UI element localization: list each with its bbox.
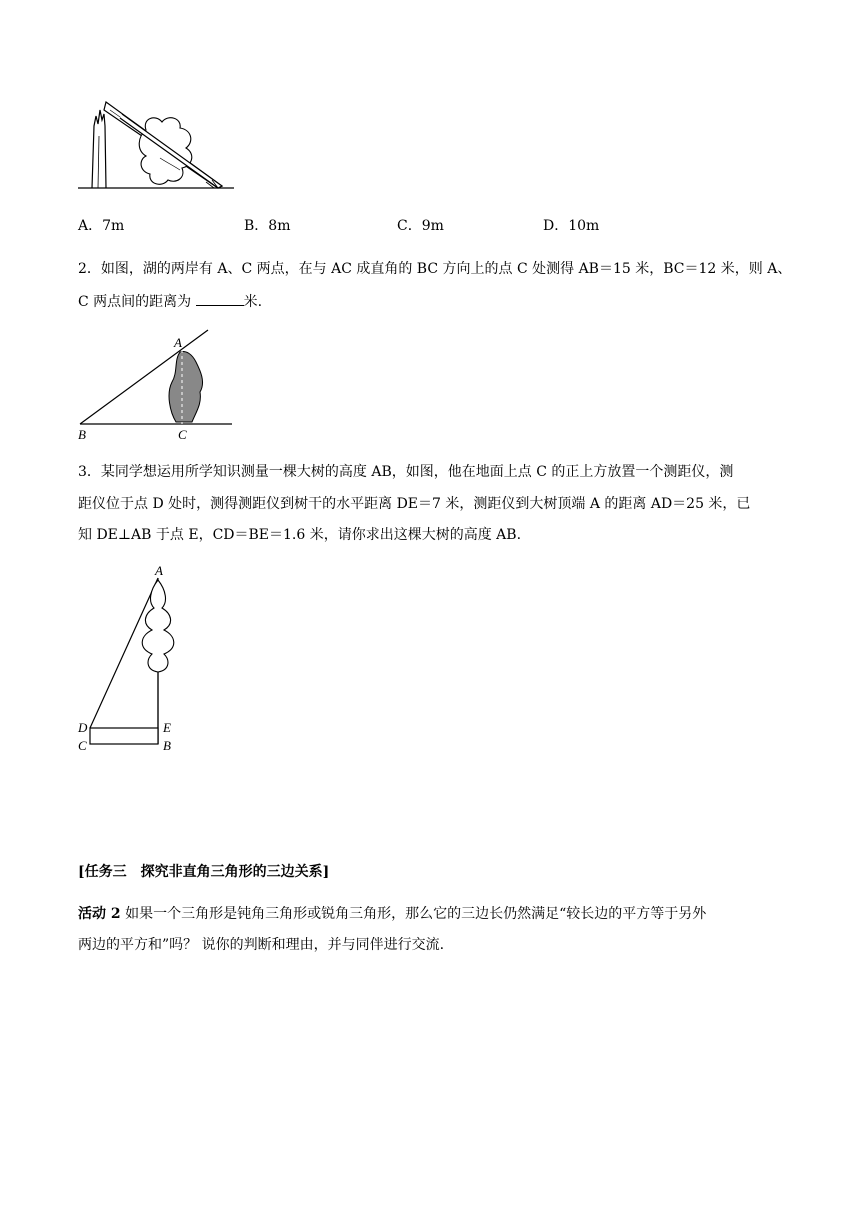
- option-c: C．9m: [397, 218, 444, 234]
- activity-label: 活动 2: [78, 906, 121, 922]
- task3-activity-line2: 两边的平方和”吗？ 说你的判断和理由，并与同伴进行交流.: [78, 937, 445, 953]
- label-b: B: [163, 738, 171, 753]
- option-d: D．10m: [543, 218, 600, 234]
- q2-line2: [78, 291, 262, 312]
- option-a: A．7m: [78, 218, 125, 234]
- answer-blank[interactable]: [196, 291, 244, 306]
- activity-text-1: 如果一个三角形是钝角三角形或锐角三角形，那么它的三边长仍然满足“较长边的平方等于另外: [125, 906, 707, 922]
- label-d: D: [78, 720, 88, 735]
- q2-line2-unit: 米.: [243, 294, 263, 310]
- label-c: C: [78, 738, 87, 753]
- label-a: A: [155, 563, 163, 578]
- task3-heading: [任务三 探究非直角三角形的三边关系]: [78, 864, 330, 880]
- tree-rangefinder-figure: [74, 562, 194, 756]
- q3-line1: 3．某同学想运用所学知识测量一棵大树的高度 AB，如图，他在地面上点 C 的正上方放置一个测距仪，测: [78, 464, 734, 480]
- option-b: B．8m: [244, 218, 291, 234]
- q2-line1: 2．如图，湖的两岸有 A、C 两点，在与 AC 成直角的 BC 方向上的点 C 处测得 AB＝15 米，BC＝12 米，则 A、: [78, 261, 792, 277]
- q3-line2: 距仪位于点 D 处时，测得测距仪到树干的水平距离 DE＝7 米，测距仪到大树顶端 A 的距离 AD＝25 米，已: [78, 496, 751, 512]
- label-e: E: [163, 720, 171, 735]
- label-c: C: [178, 427, 187, 442]
- q2-line2-text: C 两点间的距离为: [78, 294, 196, 310]
- label-a: A: [174, 335, 182, 350]
- broken-tree-figure: [76, 96, 236, 192]
- lake-figure: [74, 326, 238, 444]
- task3-activity-line1: [78, 904, 706, 924]
- label-b: B: [78, 427, 86, 442]
- q3-line3: 知 DE⊥AB 于点 E，CD＝BE＝1.6 米，请你求出这棵大树的高度 AB.: [78, 527, 522, 543]
